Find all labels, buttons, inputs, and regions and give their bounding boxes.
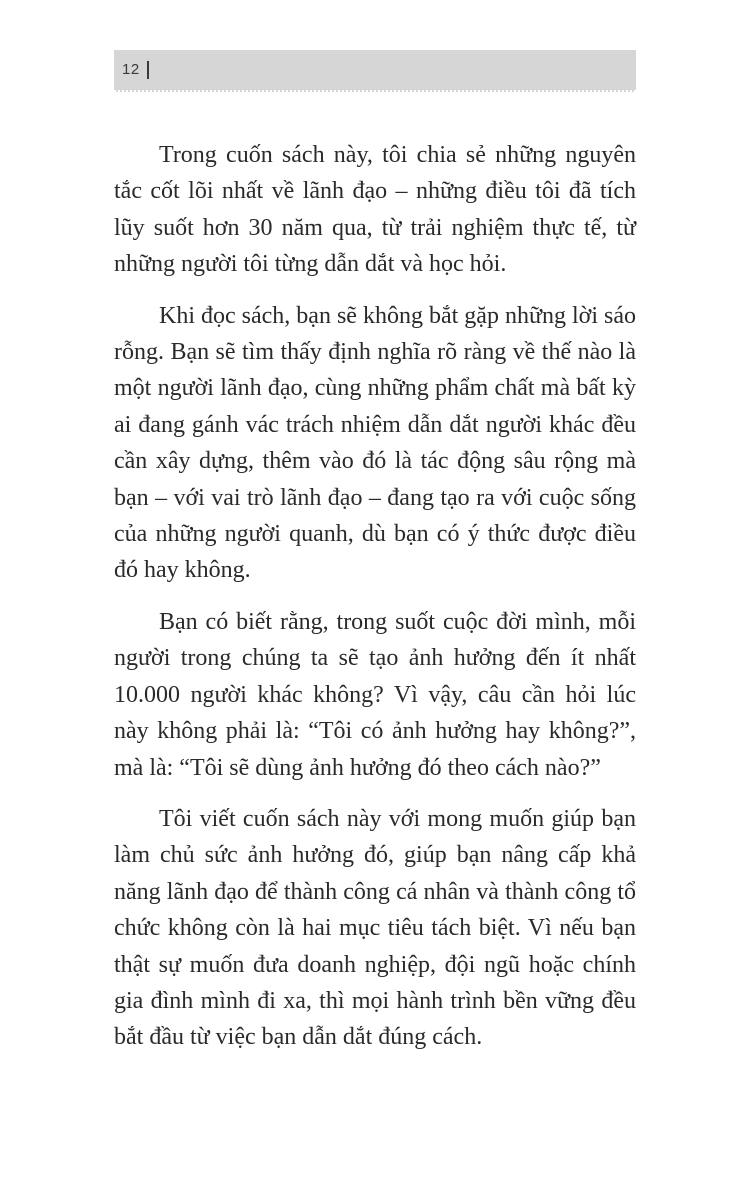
paragraph-4: Tôi viết cuốn sách này với mong muốn giúp bạn làm chủ sức ảnh hưởng đó, giúp bạn nâng cấp khả năng lãnh đạo để thành công cá nhân và thành công tổ chức không còn là hai mục tiêu tách biệt. Vì nếu bạn thật sự muốn đưa doanh nghiệp, đội ngũ hoặc chính gia đình mình đi xa, thì mọi hành trình bền vững đều bắt đầu từ việc bạn dẫn dắt đúng cách. [114, 805, 636, 1051]
paragraph-2: Khi đọc sách, bạn sẽ không bắt gặp những lời sáo rỗng. Bạn sẽ tìm thấy định nghĩa rõ ràng về thế nào là một người lãnh đạo, cùng những phẩm chất mà bất kỳ ai đang gánh vác trách nhiệm dẫn dắt người khác đều cần xây dựng, thêm vào đó là tác động sâu rộng mà bạn – với vai trò lãnh đạo – đang tạo ra với cuộc sống của những người quanh, dù bạn có ý thức được điều đó hay không. [114, 302, 636, 584]
header-divider [147, 61, 149, 79]
page-number: 12 [122, 61, 140, 78]
paragraph-1: Trong cuốn sách này, tôi chia sẻ những nguyên tắc cốt lõi nhất về lãnh đạo – những điều tôi đã tích lũy suốt hơn 30 năm qua, từ trải nghiệm thực tế, từ những người tôi từng dẫn dắt và học hỏi. [114, 142, 636, 278]
page-body [114, 137, 636, 1071]
page-header-bar [114, 50, 636, 92]
paragraph-3: Bạn có biết rằng, trong suốt cuộc đời mình, mỗi người trong chúng ta sẽ tạo ảnh hưởng đến ít nhất 10.000 người khác không? Vì vậy, câu cần hỏi lúc này không phải là: “Tôi có ảnh hưởng hay không?”, mà là: “Tôi sẽ dùng ảnh hưởng đó theo cách nào?” [114, 608, 636, 781]
